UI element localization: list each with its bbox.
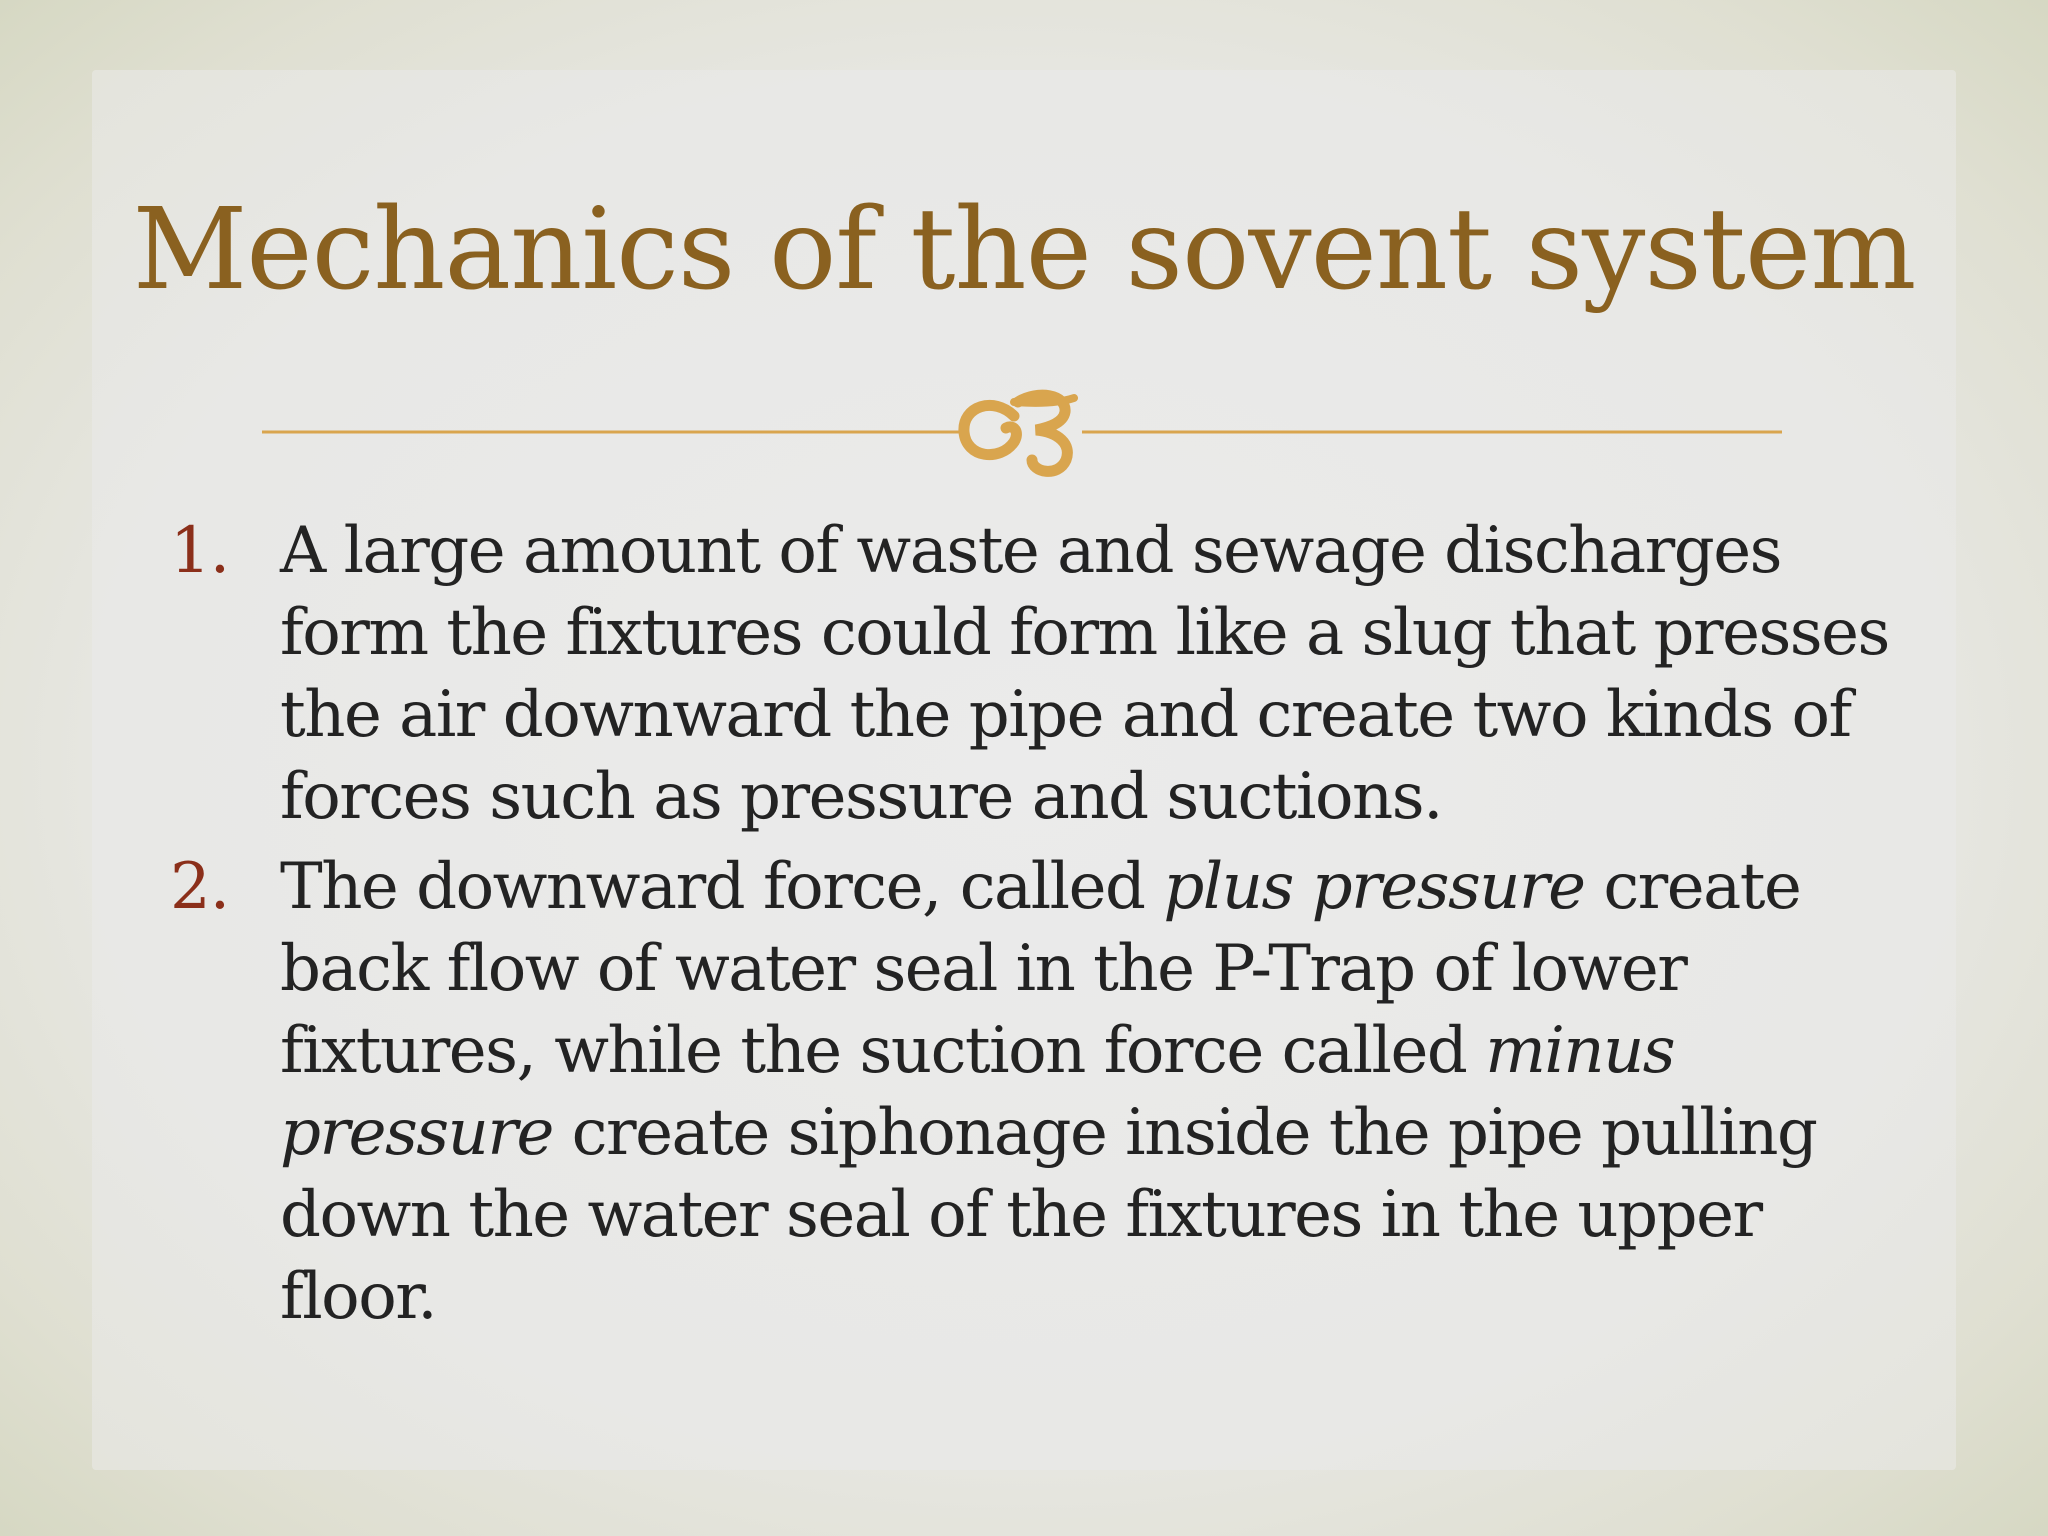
list-item: [170, 510, 1890, 838]
text-part-2: create back flow of water seal in the P-Trap of lower fixtures, while the suction force called: [280, 850, 1801, 1088]
list-item-number: 2.: [170, 850, 230, 924]
numbered-list: [170, 510, 1890, 1346]
list-item: [170, 846, 1890, 1338]
list-item-number: 1.: [170, 514, 230, 588]
italic-term-minus-pressure: minus pressure: [280, 1014, 1675, 1170]
title-divider: [262, 380, 1782, 490]
text-part-1: The downward force, called: [280, 850, 1164, 924]
list-item-text: A large amount of waste and sewage discharges form the fixtures could form like a slug that presses the air downward the pipe and create two kinds of forces such as pressure and suctions.: [280, 514, 1889, 834]
list-item-text: [280, 846, 1890, 1338]
text-part-3: create siphonage inside the pipe pulling down the water seal of the fixtures in the upper floor.: [280, 1096, 1817, 1334]
slide-title: Mechanics of the sovent system: [132, 185, 1916, 315]
italic-term-plus-pressure: plus pressure: [1163, 850, 1585, 924]
ornament-icon: [964, 395, 1074, 471]
